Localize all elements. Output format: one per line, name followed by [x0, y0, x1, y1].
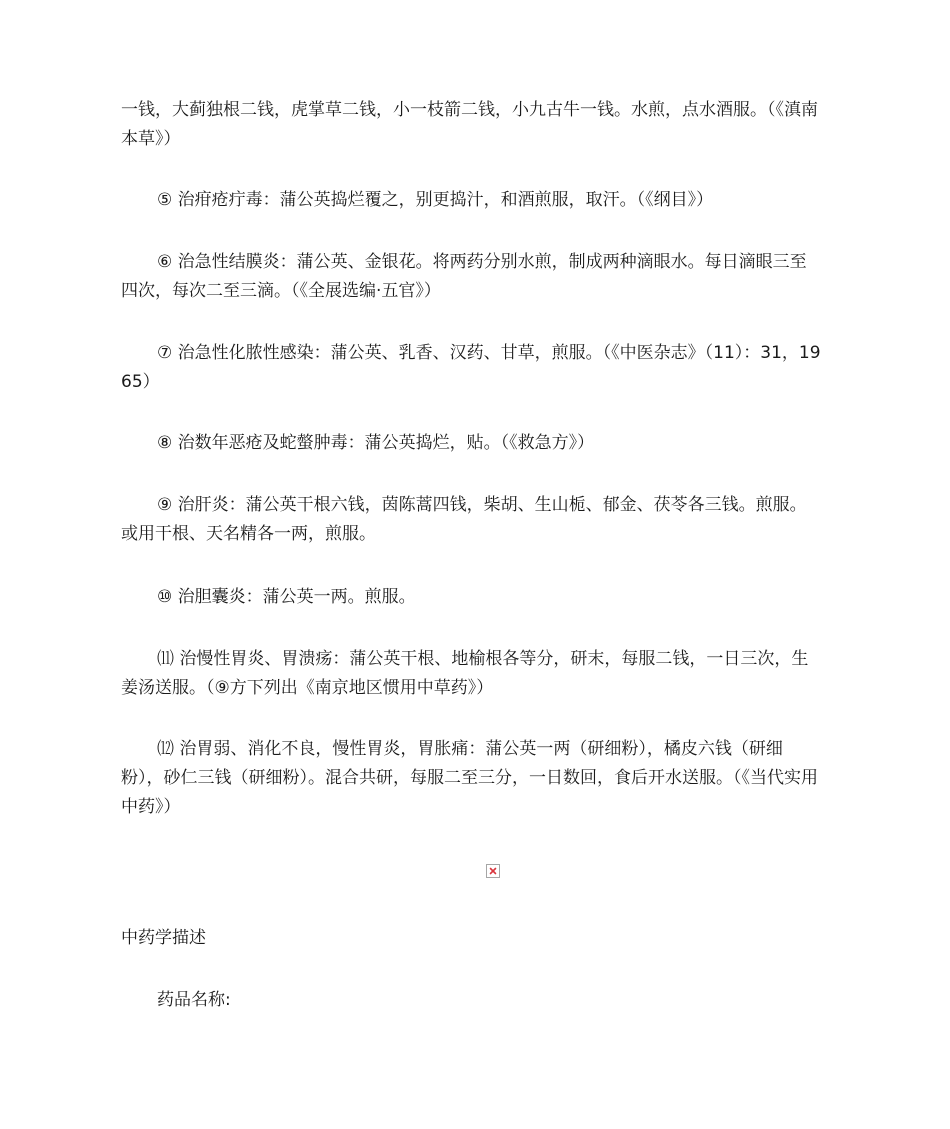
paragraph-item-11: ⑾ 治慢性胃炎、胃溃疡：蒲公英干根、地榆根各等分，研末，每服二钱，一日三次，生姜汤送服。（⑨方下列出《南京地区惯用中草药》） — [121, 649, 809, 698]
paragraph-item-12: ⑿ 治胃弱、消化不良，慢性胃炎，胃胀痛：蒲公英一两（研细粉），橘皮六钱（研细粉），砂仁三钱（研细粉）。混合共研，每服二至三分，一日数回，食后开水送服。（《当代实用中药》） — [121, 739, 818, 817]
paragraph-item-5: ⑤ 治疳疮疔毒：蒲公英捣烂覆之，别更捣汁，和酒煎服，取汗。（《纲目》） — [157, 190, 714, 210]
paragraph-item-9: ⑨ 治肝炎：蒲公英干根六钱，茵陈蒿四钱，柴胡、生山栀、郁金、茯苓各三钱。煎服。或用干根、天名精各一两，煎服。 — [121, 495, 807, 544]
paragraph-item-10: ⑩ 治胆囊炎：蒲公英一两。煎服。 — [157, 587, 416, 607]
paragraph-item-7: ⑦ 治急性化脓性感染：蒲公英、乳香、汉药、甘草，煎服。（《中医杂志》（11）：31，1965） — [121, 343, 821, 392]
paragraph-continuation: 一钱，大蓟独根二钱，虎掌草二钱，小一枝箭二钱，小九古牛一钱。水煎，点水酒服。（《滇南本草》） — [121, 100, 818, 149]
broken-image-icon — [486, 864, 500, 878]
section-heading: 中药学描述 — [121, 928, 206, 948]
paragraph-item-8: ⑧ 治数年恶疮及蛇螫肿毒：蒲公英捣烂，贴。（《救急方》） — [157, 433, 595, 453]
drug-name-label: 药品名称: — [157, 990, 231, 1010]
paragraph-item-6: ⑥ 治急性结膜炎：蒲公英、金银花。将两药分别水煎，制成两种滴眼水。每日滴眼三至四次，每次二至三滴。（《全展选编·五官》） — [121, 252, 807, 301]
